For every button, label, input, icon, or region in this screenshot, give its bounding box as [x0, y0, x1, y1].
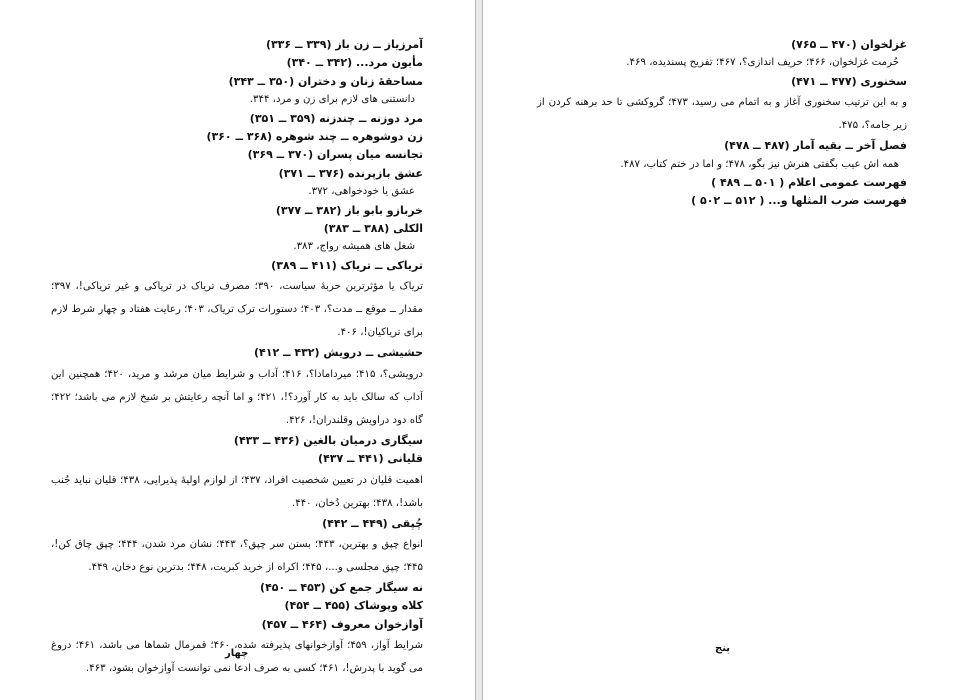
- section-heading: آوازخوان معروف (۴۶۴ ــ ۴۵۷): [261, 617, 423, 631]
- section-heading: نه سیگار جمع کن (۴۵۳ ــ ۴۵۰): [260, 580, 423, 594]
- section-entry: شرایط آواز، ۴۵۹؛ آوازخوانهای پذیرفته شده، ۴۶۰؛ قمرمال شماها می باشد، ۴۶۱؛ دروغ می گوید با پدرش!، ۴۶۱؛ کسی به صرف ادعا نمی توانست آوازخوان بشود، ۴۶۳.: [51, 640, 423, 675]
- section-heading: آمرزیاز ــ زن باز (۳۳۹ ــ ۳۳۶): [265, 38, 423, 51]
- section-entry: عشق یا خودخواهی، ۳۷۲.: [308, 186, 415, 198]
- section-heading: تجانسه میان پسران (۳۷۰ ــ ۳۶۹): [247, 148, 423, 162]
- section-heading: الکلی (۳۸۸ ــ ۳۸۳): [323, 222, 423, 236]
- section-entry: همه اش عیب بگفتی هنرش نیز بگو، ۴۷۸؛ و اما در ختم کتاب، ۴۸۷.: [620, 158, 899, 170]
- section-heading: خربازو بابو باز (۳۸۲ ــ ۳۷۷): [275, 203, 423, 217]
- section-entry: تریاک یا مؤثرترین حربهٔ سیاست، ۳۹۰؛ مصرف تریاک در تریاکی و غیر تریاکی!، ۳۹۷؛ مقدار ــ موقع ــ مدت؟، ۴۰۳؛ دستورات ترک تریاک، ۴۰۳؛ رعایت هفتاد و چهار شرط لازم برای تریاکیان!، ۴۰۶.: [51, 281, 423, 339]
- right-page-contents: [537, 36, 907, 211]
- section-entry: درویشی؟، ۴۱۵؛ میردامادا؟، ۴۱۶؛ آداب و شرایط میان مرشد و مرید، ۴۲۰؛ همچنین این آداب که سالک باید به کار آورد؟!، ۴۲۱؛ و اما آنچه رعایتش بر شیخ لازم می باشد؛ ۴۲۲؛ گاه دود دراویش وقلندران!، ۴۲۶.: [51, 368, 423, 426]
- section-heading: غزلخوان (۴۷۰ ــ ۷۶۵): [791, 38, 907, 51]
- section-heading: قلیانی (۴۴۱ ــ ۴۳۷): [318, 452, 423, 466]
- section-entry: و به این ترتیب سخنوری آغاز و به اتمام می رسید، ۴۷۳؛ گروکشی تا حد برهنه کردن از زیر جامه؟، ۴۷۵.: [537, 97, 908, 132]
- section-heading: عشق بازپرنده (۳۷۶ ــ ۳۷۱): [278, 166, 423, 180]
- section-entry: اهمیت قلیان در تعیین شخصیت افراد، ۴۳۷؛ از لوازم اولیهٔ پذیرایی، ۴۳۸؛ قلیان نباید جُنب باشد!، ۴۳۸؛ بهترین دُخان، ۴۴۰.: [51, 474, 423, 509]
- section-heading: فصل آخر ــ بقیه آمار (۴۸۷ ــ ۴۷۸): [724, 139, 907, 153]
- section-heading: مأبون مرد... (۳۴۲ ــ ۳۴۰): [286, 56, 423, 70]
- section-heading: مرد دوزنه ــ چندزنه (۳۵۹ ــ ۳۵۱): [249, 111, 423, 125]
- section-heading: فهرست عمومی اعلام ( ۵۰۱ ــ ۴۸۹ ): [711, 176, 907, 190]
- left-page: [0, 0, 476, 700]
- left-page-contents: [51, 36, 423, 680]
- section-heading: فهرست ضرب المثلها و... ( ۵۱۲ ــ ۵۰۲ ): [691, 194, 907, 208]
- section-heading: سخنوری (۴۷۷ ــ ۴۷۱): [791, 74, 907, 88]
- section-entry: شغل های همیشه رواج، ۳۸۳.: [293, 241, 415, 253]
- section-heading: تریاکی ــ تریاک (۴۱۱ ــ ۳۸۹): [271, 258, 423, 272]
- section-entry: حُرمت غزلخوان، ۴۶۶؛ حریف اندازی؟، ۴۶۷؛ تفریح پسندیده، ۴۶۹.: [626, 57, 899, 69]
- section-heading: کلاه وپوشاک (۴۵۵ ــ ۴۵۴): [284, 599, 423, 613]
- right-page: [482, 0, 976, 700]
- section-heading: چُپقی (۴۴۹ ــ ۴۴۲): [322, 516, 423, 530]
- page-number: پنج: [715, 643, 731, 654]
- section-heading: حشیشی ــ درویش (۴۳۲ ــ ۴۱۲): [254, 346, 423, 360]
- page-number: چهار: [225, 648, 249, 659]
- section-heading: مساحقهٔ زنان و دختران (۳۵۰ ــ ۳۴۳): [228, 74, 423, 88]
- section-heading: زن دوشوهره ــ چند شوهره (۳۶۸ ــ ۳۶۰): [206, 130, 423, 144]
- section-heading: سیگاری درمیان بالغین (۴۳۶ ــ ۴۳۳): [233, 433, 423, 447]
- section-entry: دانستنی های لازم برای زن و مرد، ۳۴۴.: [249, 94, 415, 106]
- section-entry: انواع چپق و بهترین، ۴۴۳؛ بستن سر چپق؟، ۴۴۳؛ نشان مرد شدن، ۴۴۴؛ چپق چاق کن!، ۴۴۵؛ چپق مجلسی و...، ۴۴۵؛ اکراه از خرید کبریت، ۴۴۸؛ بدترین نوع دخان، ۴۴۹.: [51, 538, 424, 573]
